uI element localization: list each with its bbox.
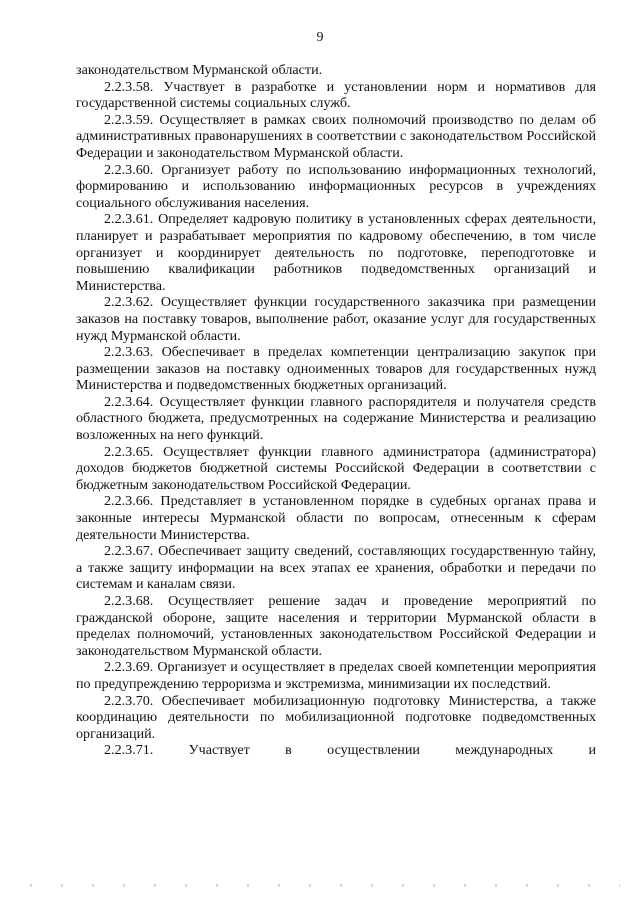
page-number: 9 xyxy=(316,30,324,45)
paragraph-2-2-3-66: 2.2.3.66. Представляет в установленном порядке в судебных органах права и законные интересы Мурманской области по вопросам, отнесенным к сферам деятельности Министерства. xyxy=(76,493,596,543)
paragraph-2-2-3-70: 2.2.3.70. Обеспечивает мобилизационную подготовку Министерства, а также координацию деятельности по мобилизационной подготовке подведомственных организаций. xyxy=(76,692,596,742)
paragraph-2-2-3-64: 2.2.3.64. Осуществляет функции главного распорядителя и получателя средств областного бюджета, предусмотренных на содержание Министерства и реализацию возложенных на него функций. xyxy=(76,393,596,444)
paragraph-2-2-3-67: 2.2.3.67. Обеспечивает защиту сведений, составляющих государственную тайну, а также защиту информации на всех этапах ее хранения, обработки и передачи по системам и каналам связи. xyxy=(76,543,596,593)
paragraph-2-2-3-60: 2.2.3.60. Организует работу по использованию информационных технологий, формированию и использованию информационных ресурсов в учреждениях социального обслуживания населения. xyxy=(76,161,596,211)
document-body xyxy=(76,62,596,759)
paragraph-2-2-3-61: 2.2.3.61. Определяет кадровую политику в установленных сферах деятельности, планирует и разрабатывает мероприятия по кадровому обеспечению, в том числе организует и координирует деятельность по подготовке, переподготовке и повышению квалификации работников подведомственных организаций и Министерства. xyxy=(76,211,596,294)
paragraph-2-2-3-59: 2.2.3.59. Осуществляет в рамках своих полномочий производство по делам об административных правонарушениях в соответствии с законодательством Российской Федерации и законодательством Мурманской области. xyxy=(76,111,596,161)
scan-artifact-line xyxy=(30,884,620,887)
paragraph-2-2-3-62: 2.2.3.62. Осуществляет функции государственного заказчика при размещении заказов на поставку товаров, выполнение работ, оказание услуг для государственных нужд Мурманской области. xyxy=(76,294,596,344)
continuation-text: законодательством Мурманской области. xyxy=(76,62,323,78)
paragraph-2-2-3-65: 2.2.3.65. Осуществляет функции главного администратора (администратора) доходов бюджетов бюджетной системы Российской Федерации в соответствии с бюджетным законодательством Российской Федерации. xyxy=(76,443,596,493)
paragraph-2-2-3-58: 2.2.3.58. Участвует в разработке и установлении норм и нормативов для государственной системы социальных служб. xyxy=(76,78,596,112)
paragraph-2-2-3-63: 2.2.3.63. Обеспечивает в пределах компетенции централизацию закупок при размещении заказов на поставку одноименных товаров для государственных нужд Министерства и подведомственных бюджетных организаций. xyxy=(76,344,596,394)
paragraph-2-2-3-71: 2.2.3.71. Участвует в осуществлении международных и xyxy=(104,742,596,759)
paragraph-2-2-3-69: 2.2.3.69. Организует и осуществляет в пределах своей компетенции мероприятия по предупреждению терроризма и экстремизма, минимизации их последствий. xyxy=(76,659,596,692)
paragraph-2-2-3-68: 2.2.3.68. Осуществляет решение задач и проведение мероприятий по гражданской обороне, защите населения и территории Мурманской области в пределах полномочий, установленных законодательством Российской Федерации и законодательством Мурманской области. xyxy=(76,593,596,659)
